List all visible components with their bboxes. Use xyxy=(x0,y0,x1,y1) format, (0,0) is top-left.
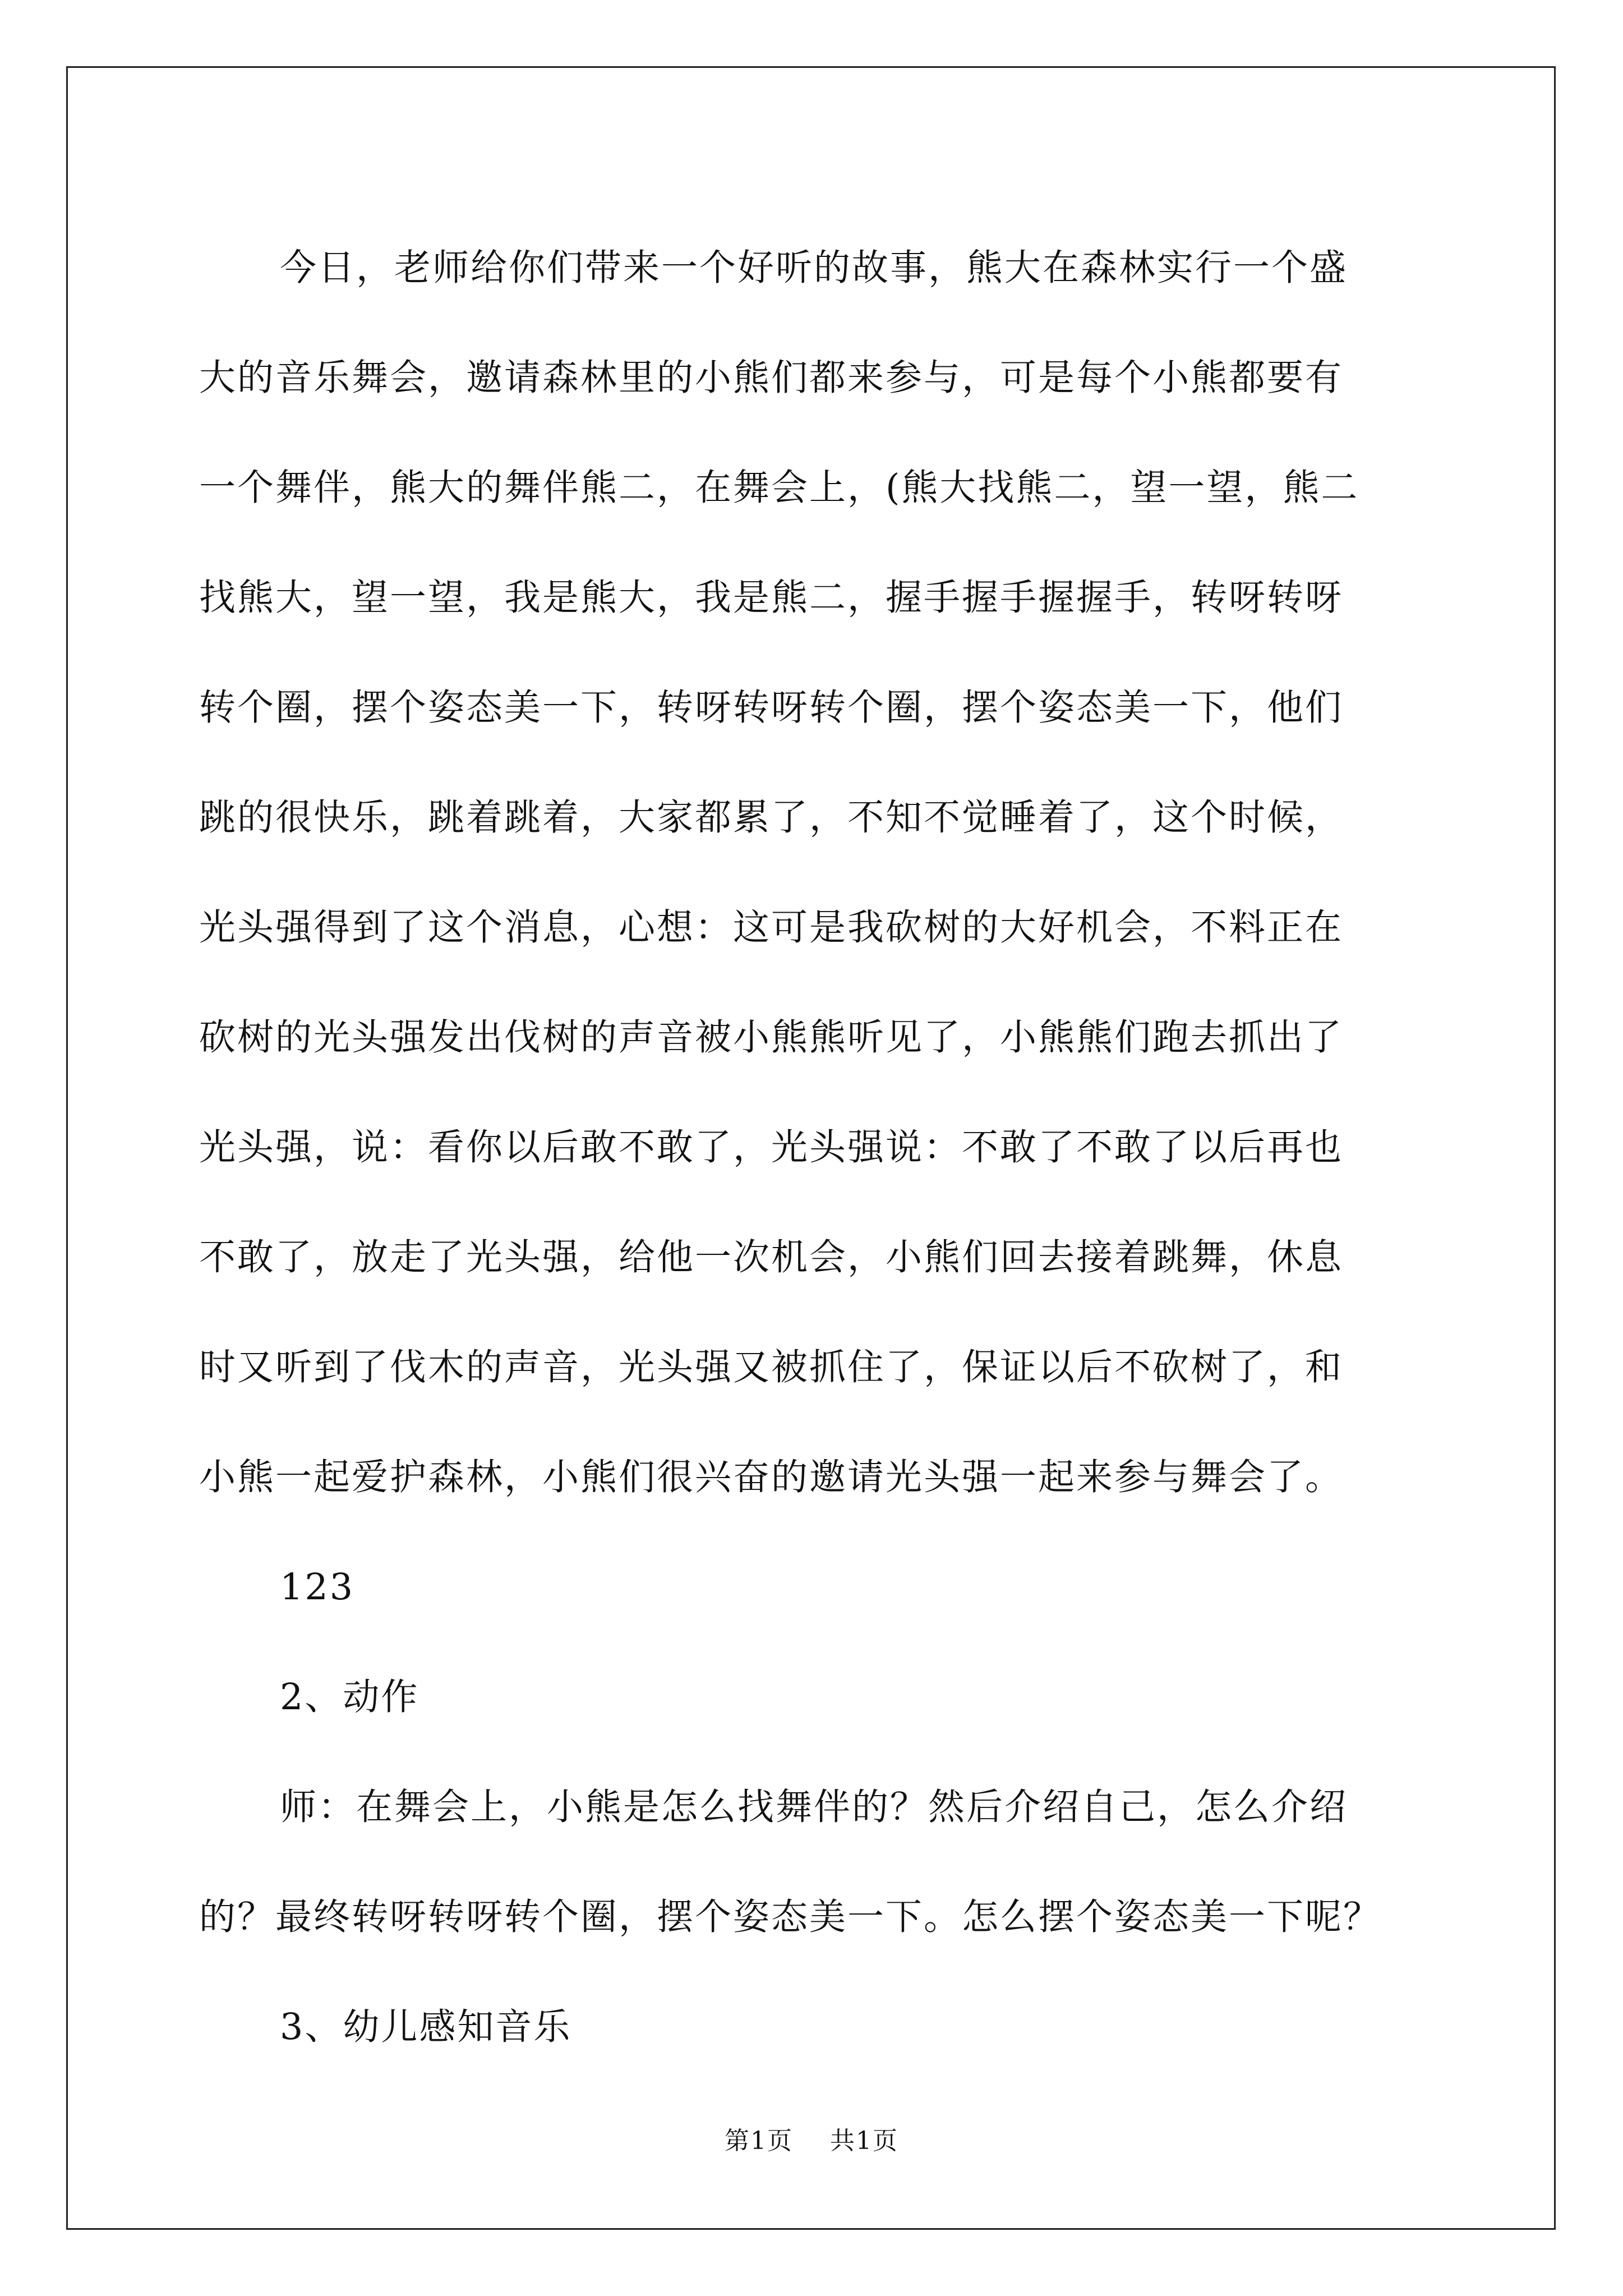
story-line-10: 不敢了，放走了光头强，给他一次机会，小熊们回去接着跳舞，休息 xyxy=(199,1236,1344,1278)
story-line-8: 砍树的光头强发出伐树的声音被小熊熊听见了，小熊熊们跑去抓出了 xyxy=(199,1016,1344,1059)
story-line-12: 小熊一起爱护森林，小熊们很兴奋的邀请光头强一起来参与舞会了。 xyxy=(199,1456,1344,1498)
story-line-4: 找熊大，望一望，我是熊大，我是熊二，握手握手握握手，转呀转呀 xyxy=(199,577,1344,619)
story-line-7: 光头强得到了这个消息，心想：这可是我砍树的大好机会，不料正在 xyxy=(199,907,1344,949)
story-line-3: 一个舞伴，熊大的舞伴熊二，在舞会上，(熊大找熊二，望一望，熊二 xyxy=(199,467,1359,509)
story-line-9: 光头强，说：看你以后敢不敢了，光头强说：不敢了不敢了以后再也 xyxy=(199,1126,1344,1168)
page-number: 第1页 xyxy=(725,2127,793,2155)
teacher-line-1: 师：在舞会上，小熊是怎么找舞伴的？然后介绍自己，怎么介绍 xyxy=(280,1786,1348,1828)
page-footer xyxy=(0,2120,1623,2156)
section-heading-music: 3、幼儿感知音乐 xyxy=(280,2006,572,2048)
section-heading-actions: 2、动作 xyxy=(280,1676,419,1718)
story-line-2: 大的音乐舞会，邀请森林里的小熊们都来参与，可是每个小熊都要有 xyxy=(199,357,1344,399)
teacher-line-2: 的？最终转呀转呀转个圈，摆个姿态美一下。怎么摆个姿态美一下呢？ xyxy=(199,1896,1382,1938)
number-line: 123 xyxy=(280,1566,355,1608)
story-line-5: 转个圈，摆个姿态美一下，转呀转呀转个圈，摆个姿态美一下，他们 xyxy=(199,687,1344,729)
story-line-11: 时又听到了伐木的声音，光头强又被抓住了，保证以后不砍树了，和 xyxy=(199,1346,1344,1388)
story-line-1: 今日，老师给你们带来一个好听的故事，熊大在森林实行一个盛 xyxy=(280,247,1348,289)
document-body xyxy=(199,213,1427,2082)
story-line-6: 跳的很快乐，跳着跳着，大家都累了，不知不觉睡着了，这个时候， xyxy=(199,797,1344,839)
page-total: 共1页 xyxy=(830,2127,898,2155)
